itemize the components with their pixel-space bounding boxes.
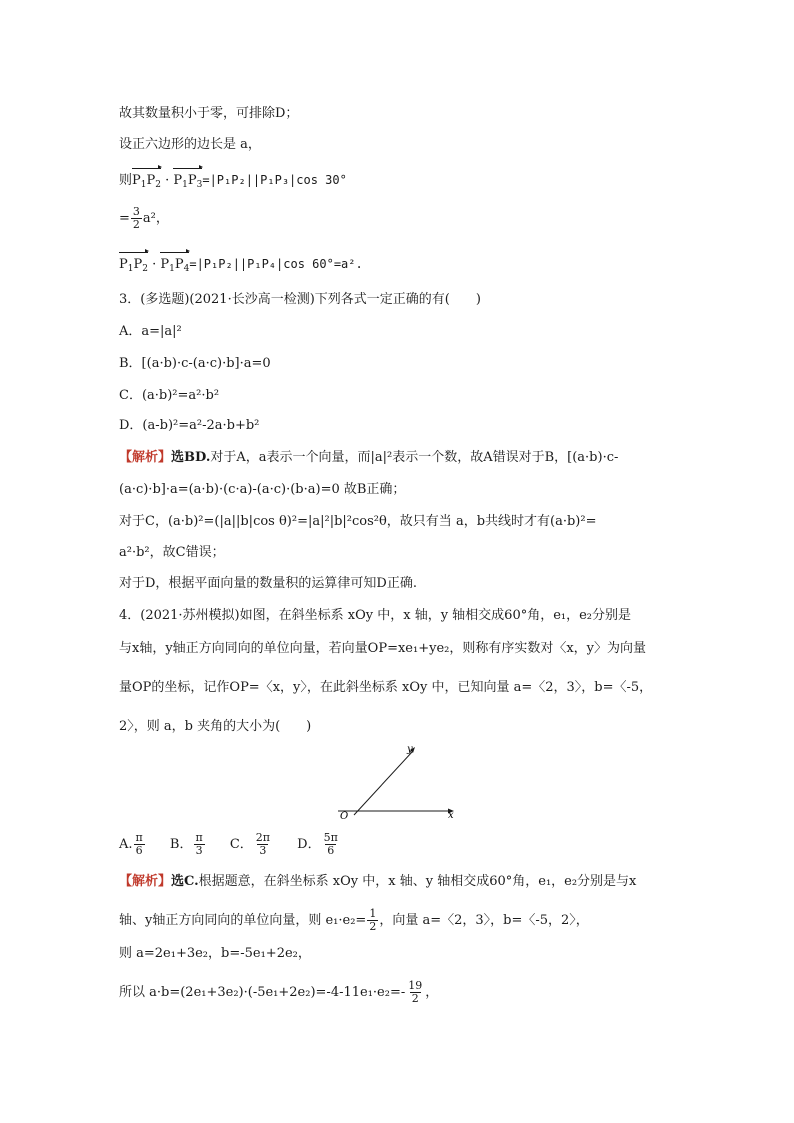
solution-4-line-3: 则 a=2e₁+3e₂，b=-5e₁+2e₂， bbox=[119, 946, 311, 961]
equation-p1p2-dot-p1p4: $P_1P_2 \cdot P_1P_4=|P_1P_2||P_1P_4|\cos$ 60°=a². bbox=[119, 256, 363, 277]
solution-3-line-3: 对于C，(a·b)²=(|a||b|cos θ)²=|a|²|b|²cos²θ，故只有当 a，b共线时才有(a·b)²= bbox=[119, 514, 597, 529]
fraction-19-over-2: $\frac{19}{2}$ bbox=[408, 979, 423, 1005]
question-3-option-a: A．a=|a|² bbox=[119, 324, 182, 339]
choice-d: D． $\frac{5\pi}{6}$ bbox=[297, 831, 338, 857]
question-4-line-2: 与x轴，y轴正方向同向的单位向量，若向量OP=xe₁+ye₂，则称有序实数对〈x，y〉为向量 bbox=[119, 641, 647, 656]
choice-c: C． $\frac{2\pi}{3}$ bbox=[229, 831, 271, 857]
text-line-exclude-d: 故其数量积小于零，可排除D； bbox=[119, 106, 299, 121]
question-3-option-c: C．(a·b)²=a²·b² bbox=[119, 388, 220, 403]
solution-tag: 【解析】 bbox=[119, 450, 172, 465]
choice-a: A. $\frac{\pi}{6}$ bbox=[119, 831, 143, 857]
solution-3-line-4: a²·b²，故C错误； bbox=[119, 545, 225, 560]
question-3-option-b: B．[(a·b)·c-(a·c)·b]·a=0 bbox=[119, 356, 271, 371]
solution-4-line-2: 轴、y轴正方向同向的单位向量，则 e₁·e₂= $\frac{1}{2}$ ，向量 a=〈2，3〉，b=〈-5，2〉， bbox=[119, 907, 589, 933]
y-axis-label: y bbox=[407, 744, 413, 755]
question-4-choices bbox=[119, 830, 361, 860]
solution-3-line-2: (a·c)·b]·a=(a·b)·(c·a)-(a·c)·(b·a)=0 故B正确； bbox=[119, 482, 406, 497]
vector-p1p4: $P_1P_4$ bbox=[160, 257, 189, 277]
fraction-3-over-2: $\frac{3}{2}$ bbox=[132, 205, 140, 231]
text-line-hexagon-side: 设正六边形的边长是 a， bbox=[119, 137, 261, 152]
question-3-option-d: D．(a-b)²=a²-2a·b+b² bbox=[119, 418, 260, 433]
question-4-line-4: 2〉，则 a，b 夹角的大小为( ) bbox=[119, 719, 312, 734]
fraction-1-over-2: $\frac{1}{2}$ bbox=[369, 907, 377, 933]
solution-4-line-1: 【解析】选C.根据题意，在斜坐标系 xOy 中，x 轴、y 轴相交成60°角，e₁，e₂分别是与x bbox=[119, 874, 637, 889]
vector-p1p3: $P_1P_3$ bbox=[173, 173, 202, 193]
oblique-coordinate-figure bbox=[330, 742, 460, 820]
origin-label: O bbox=[340, 811, 349, 820]
solution-4-line-4: 所以 a·b=(2e₁+3e₂)·(-5e₁+2e₂)=-4-11e₁·e₂=- $\frac{19}{2}$ ， bbox=[119, 979, 439, 1005]
question-3-stem: 3．(多选题)(2021·长沙高一检测)下列各式一定正确的有( ) bbox=[119, 292, 481, 307]
x-axis-label: x bbox=[448, 810, 454, 820]
solution-3-line-5: 对于D，根据平面向量的数量积的运算律可知D正确. bbox=[119, 576, 417, 591]
question-4-line-3: 量OP的坐标，记作OP=〈x，y〉，在此斜坐标系 xOy 中，已知向量 a=〈2，3〉，b=〈-5， bbox=[119, 680, 653, 695]
equation-result-3-2-a2: = $\frac{3}{2}$ a²， bbox=[119, 205, 169, 231]
choice-b: B． $\frac{\pi}{3}$ bbox=[169, 831, 203, 857]
equation-p1p2-dot-p1p3: 则$P_1P_2 \cdot P_1P_3=|P_1P_2||P_1P_3|\cos$ 30° bbox=[119, 172, 347, 193]
vector-p1p2: $P_1P_2$ bbox=[132, 173, 161, 193]
question-4-line-1: 4．(2021·苏州模拟)如图，在斜坐标系 xOy 中，x 轴，y 轴相交成60°角，e₁，e₂分别是 bbox=[119, 608, 632, 623]
y-axis bbox=[354, 752, 412, 815]
solution-3-line-1: 【解析】选BD.对于A，a表示一个向量，而|a|²表示一个数，故A错误对于B，[(a·b)·c- bbox=[119, 450, 619, 465]
vector-p1p2: $P_1P_2$ bbox=[119, 257, 148, 277]
solution-tag: 【解析】 bbox=[119, 874, 172, 889]
